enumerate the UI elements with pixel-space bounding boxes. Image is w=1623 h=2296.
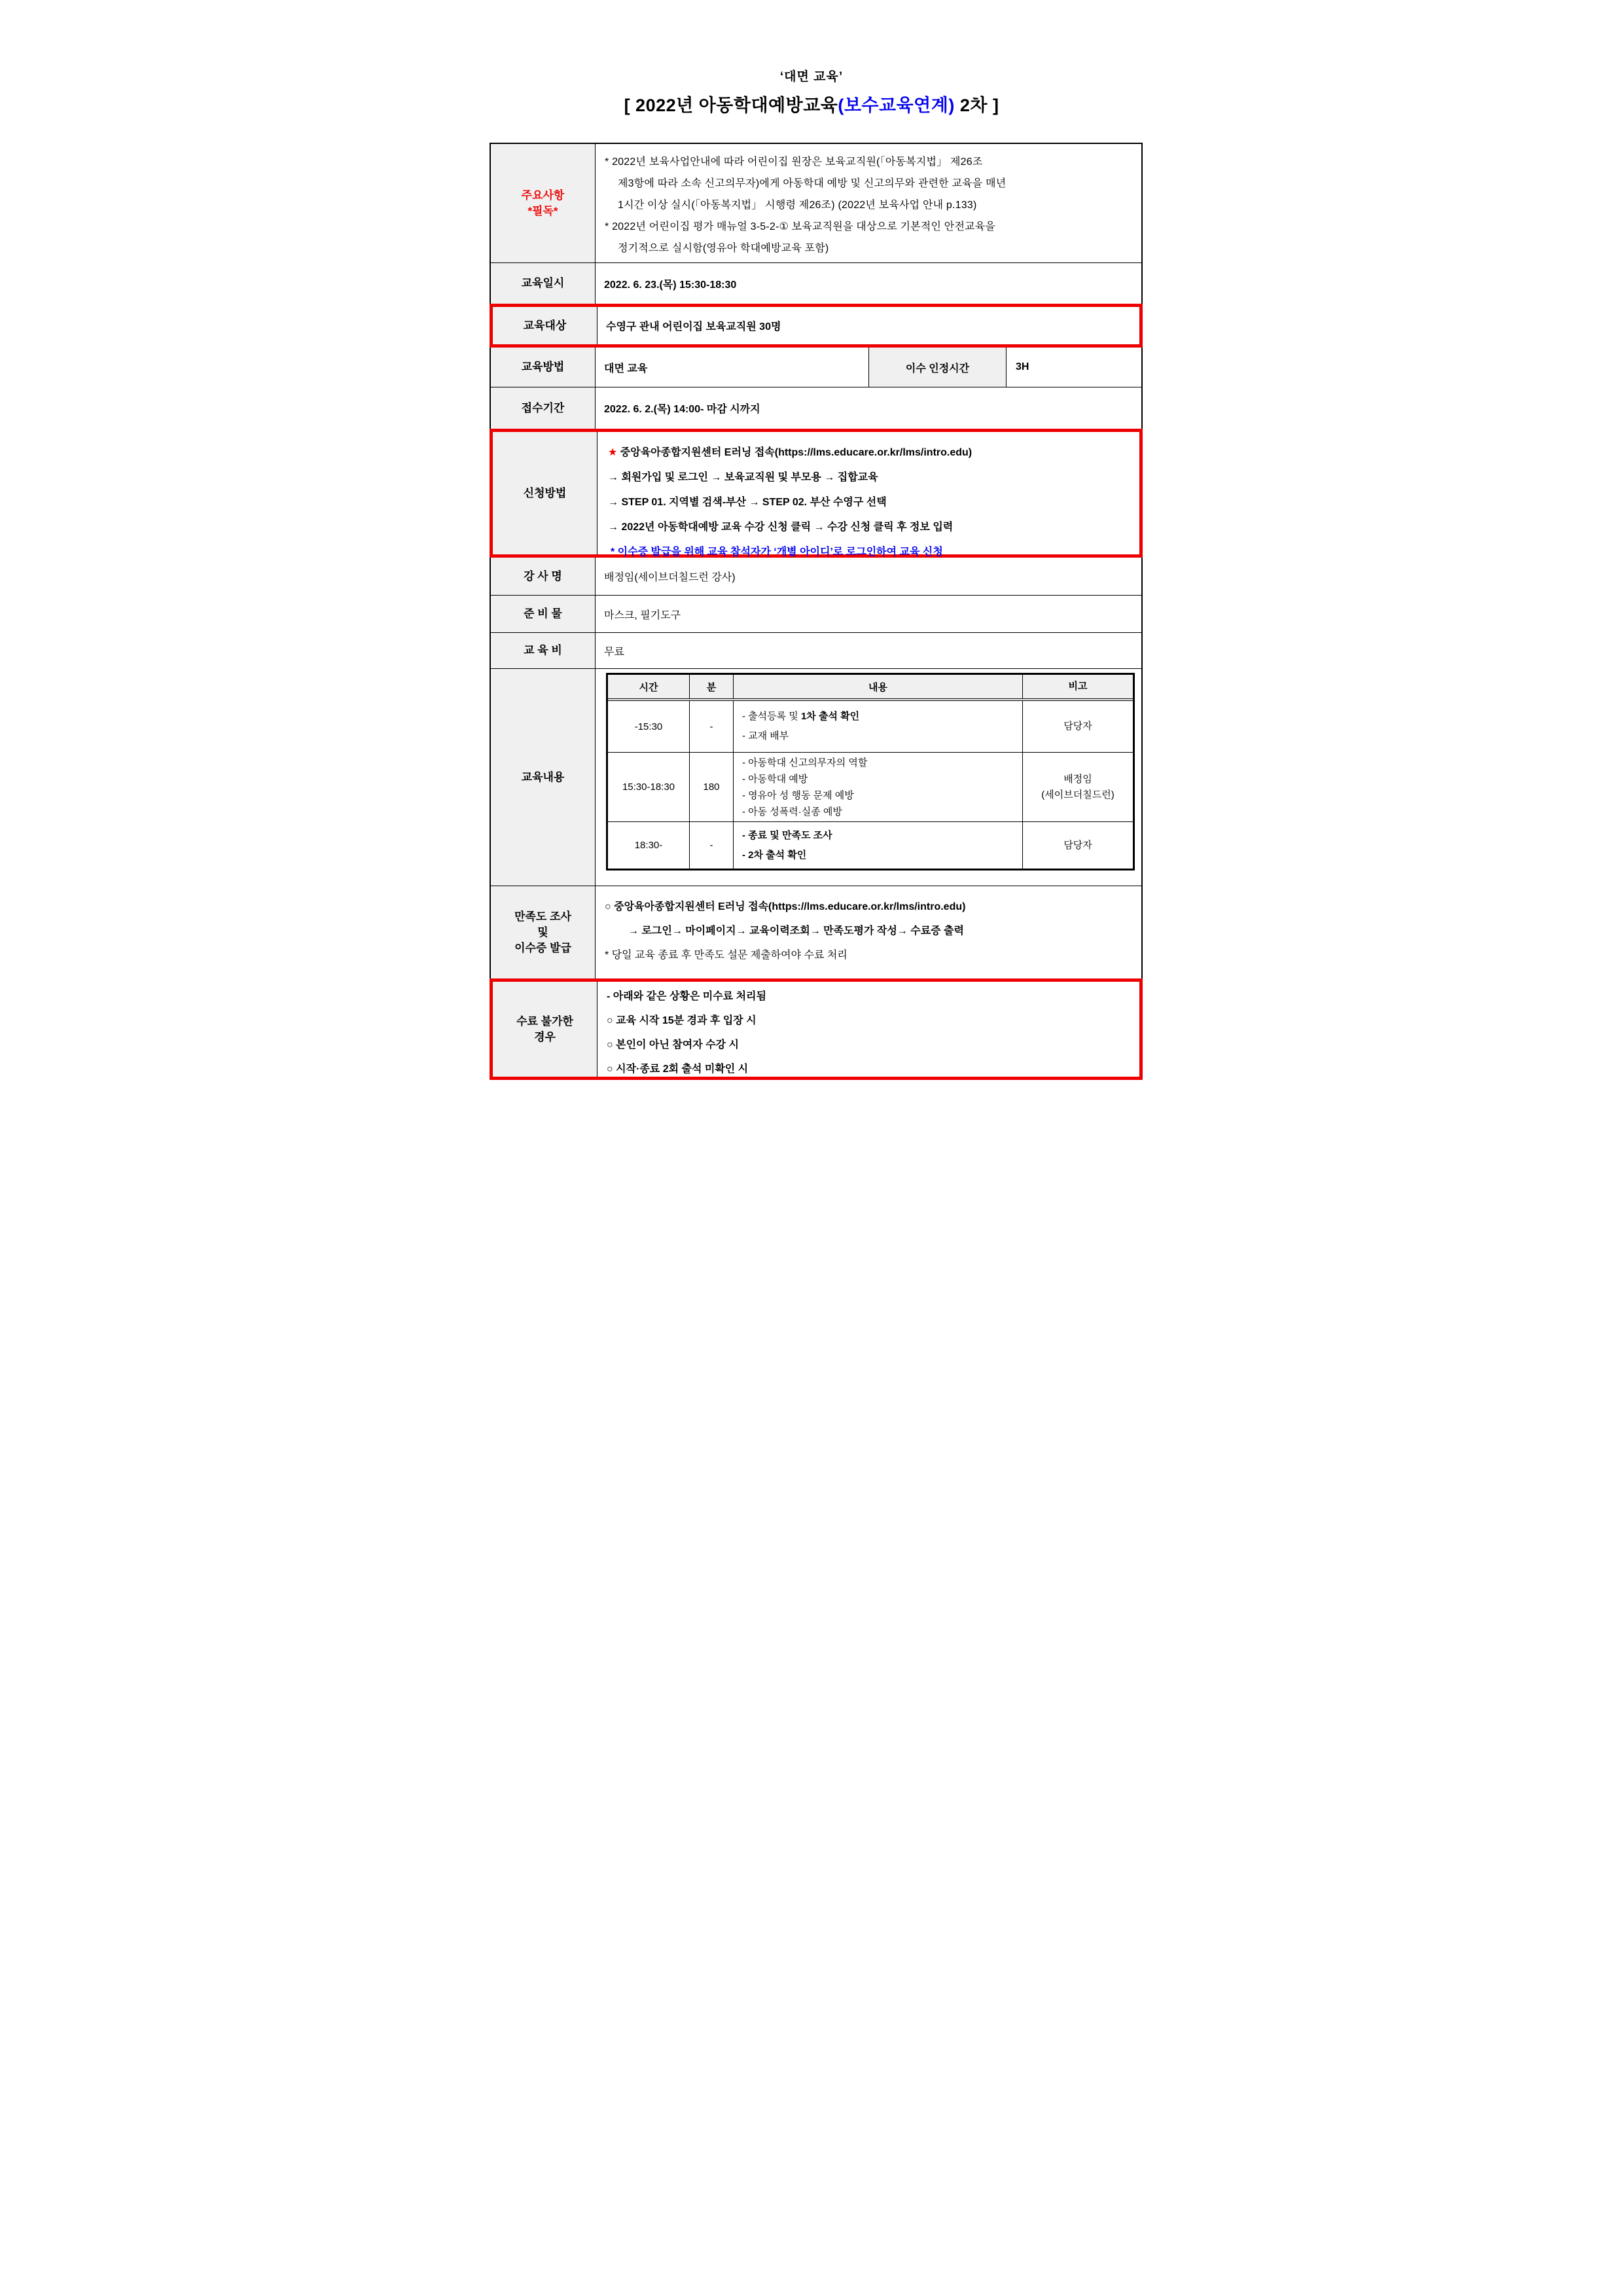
survey-label [491,886,596,978]
incomplete-line: - 아래와 같은 상황은 미수료 처리됨 [607,991,766,1002]
notice-label-line1: 주요사항 [521,188,565,202]
edu-method-label: 교육방법 [491,348,596,387]
survey-line: ○ 중앙육아종합지원센터 E러닝 접속(https://lms.educare.or.kr/lms/intro.edu) [605,901,966,912]
notice-line: * 2022년 어린이집 평가 매뉴얼 3-5-2-① 보육교직원을 대상으로 기본적인 안전교육을 [605,221,996,232]
apply-method-note: * 이수증 발급을 위해 교육 참석자가 ‘개별 아이디’로 로그인하여 교육 신청 [611,547,943,558]
schedule-minutes: 180 [690,753,734,821]
red-star-icon: ★ [608,447,618,458]
table-row-fee [490,632,1143,668]
table-row-edu-method [490,348,1143,387]
schedule-minutes: - [690,822,734,869]
credit-hours-label: 이수 인정시간 [868,348,1007,387]
schedule-content-line: - 아동학대 예방 [742,773,808,785]
schedule-content-line: - 아동학대 신고의무자의 역할 [742,757,868,768]
table-row-incomplete [490,978,1143,1080]
edu-target-value: 수영구 관내 어린이집 보육교직원 30명 [606,321,781,332]
instructor-label: 강 사 명 [491,558,596,595]
schedule-time: -15:30 [608,701,690,752]
table-row-instructor [490,558,1143,595]
schedule-content-line: - 아동 성폭력·실종 예방 [742,806,842,817]
incomplete-label-line2: 경우 [534,1030,556,1043]
apply-method-content [597,432,1139,558]
schedule-header-minutes: 분 [690,675,734,698]
schedule-content-text-bold: 1차 출석 확인 [800,711,860,722]
schedule-header-note: 비고 [1068,681,1088,692]
edu-datetime-value: 2022. 6. 23.(목) 15:30-18:30 [604,279,737,291]
document-page [406,0,1217,1148]
apply-period-value: 2022. 6. 2.(목) 14:00- 마감 시까지 [604,404,760,415]
document-subtitle: ‘대면 교육’ [779,70,844,84]
notice-label-line2: *필독* [527,204,558,217]
schedule-minutes: - [690,701,734,752]
fee-value: 무료 [604,646,624,658]
edu-content-body [596,669,1141,886]
notice-line: 정기적으로 실시함(영유아 학대예방교육 포함) [618,243,829,254]
schedule-time: 15:30-18:30 [608,753,690,821]
survey-line: → 로그인→ 마이페이지→ 교육이력조회→ 만족도평가 작성→ 수료증 출력 [628,925,964,937]
schedule-content-line: - 영유아 성 행동 문제 예방 [742,789,854,801]
schedule-content-line: - 2차 출석 확인 [742,849,807,861]
incomplete-content [597,982,1139,1077]
table-row-supplies [490,595,1143,632]
table-row-survey [490,886,1143,978]
table-row-apply-period [490,387,1143,429]
schedule-content [734,753,1023,821]
table-row-apply-method [490,429,1143,558]
survey-label-line3: 이수증 발급 [514,941,571,954]
apply-method-line [608,440,1134,465]
title-highlight: (보수교육연계) [838,96,955,115]
schedule-row [608,821,1133,869]
schedule-time: 18:30- [608,822,690,869]
apply-method-line1: 중앙육아종합지원센터 E러닝 접속(https://lms.educare.or.kr/lms/intro.edu) [617,447,972,458]
document-title [406,91,1217,117]
schedule-content-line: - 종료 및 만족도 조사 [742,829,832,841]
apply-period-label: 접수기간 [491,387,596,429]
schedule-header-row [608,675,1133,701]
notice-line: 제3항에 따라 소속 신고의무자)에게 아동학대 예방 및 신고의무와 관련한 교육을 매년 [618,178,1007,189]
table-row-edu-target [490,304,1143,348]
notice-content [596,144,1141,262]
schedule-note: 담당자 [1063,839,1092,851]
notice-line: * 2022년 보육사업안내에 따라 어린이집 원장은 보육교직원(「아동복지법」 제26조 [605,156,983,168]
schedule-note-line: (세이브더칠드런) [1041,789,1115,800]
schedule-content [734,701,1023,752]
supplies-value: 마스크, 필기도구 [604,609,681,621]
title-prefix: [ 2022년 아동학대예방교육 [624,96,838,115]
incomplete-label [493,982,597,1077]
schedule-content [734,822,1023,869]
schedule-content-text: - 출석등록 및 [742,711,801,722]
edu-target-label: 교육대상 [493,307,597,344]
table-row-edu-datetime [490,262,1143,304]
incomplete-label-line1: 수료 불가한 [516,1014,573,1028]
schedule-row [608,701,1133,752]
notice-label [491,144,596,262]
incomplete-line: ○ 본인이 아닌 참여자 수강 시 [607,1039,739,1050]
edu-content-label: 교육내용 [491,669,596,886]
schedule-table [606,673,1135,870]
apply-method-line: → 2022년 아동학대예방 교육 수강 신청 클릭 → 수강 신청 클릭 후 정보 입력 [608,522,954,533]
notice-line: 1시간 이상 실시(「아동복지법」 시행령 제26조) (2022년 보육사업 안내 p.133) [618,200,977,211]
schedule-note [1023,753,1133,821]
edu-datetime-label: 교육일시 [491,263,596,304]
apply-method-label: 신청방법 [493,432,597,554]
schedule-content-line: - 교재 배부 [742,730,789,742]
incomplete-line: ○ 교육 시작 15분 경과 후 입장 시 [607,1015,757,1026]
schedule-header-content: 내용 [734,675,1023,698]
incomplete-line: ○ 시작·종료 2회 출석 미확인 시 [607,1064,749,1075]
table-row-edu-content [490,668,1143,886]
survey-content [596,886,1141,978]
survey-label-line2: 및 [537,925,548,939]
apply-method-line: → STEP 01. 지역별 검색-부산 → STEP 02. 부산 수영구 선택 [608,497,887,508]
table-row-notice [490,143,1143,262]
survey-line: * 당일 교육 종료 후 만족도 설문 제출하여야 수료 처리 [605,950,847,961]
fee-label: 교 육 비 [491,633,596,668]
info-table [490,143,1143,1080]
edu-method-content [596,348,1141,387]
schedule-header-time: 시간 [608,675,690,698]
apply-method-line: → 회원가입 및 로그인 → 보육교직원 및 부모용 → 집합교육 [608,472,878,483]
supplies-label: 준 비 물 [491,596,596,632]
schedule-content-line [742,707,859,726]
schedule-note-line: 배정임 [1063,773,1092,785]
schedule-row [608,752,1133,821]
schedule-note: 담당자 [1063,721,1092,732]
survey-label-line1: 만족도 조사 [514,910,571,923]
title-suffix: 2차 ] [954,96,999,115]
instructor-value: 배정임(세이브더칠드런 강사) [604,572,736,583]
edu-method-value: 대면 교육 [604,363,648,374]
credit-hours-value: 3H [1016,361,1029,372]
